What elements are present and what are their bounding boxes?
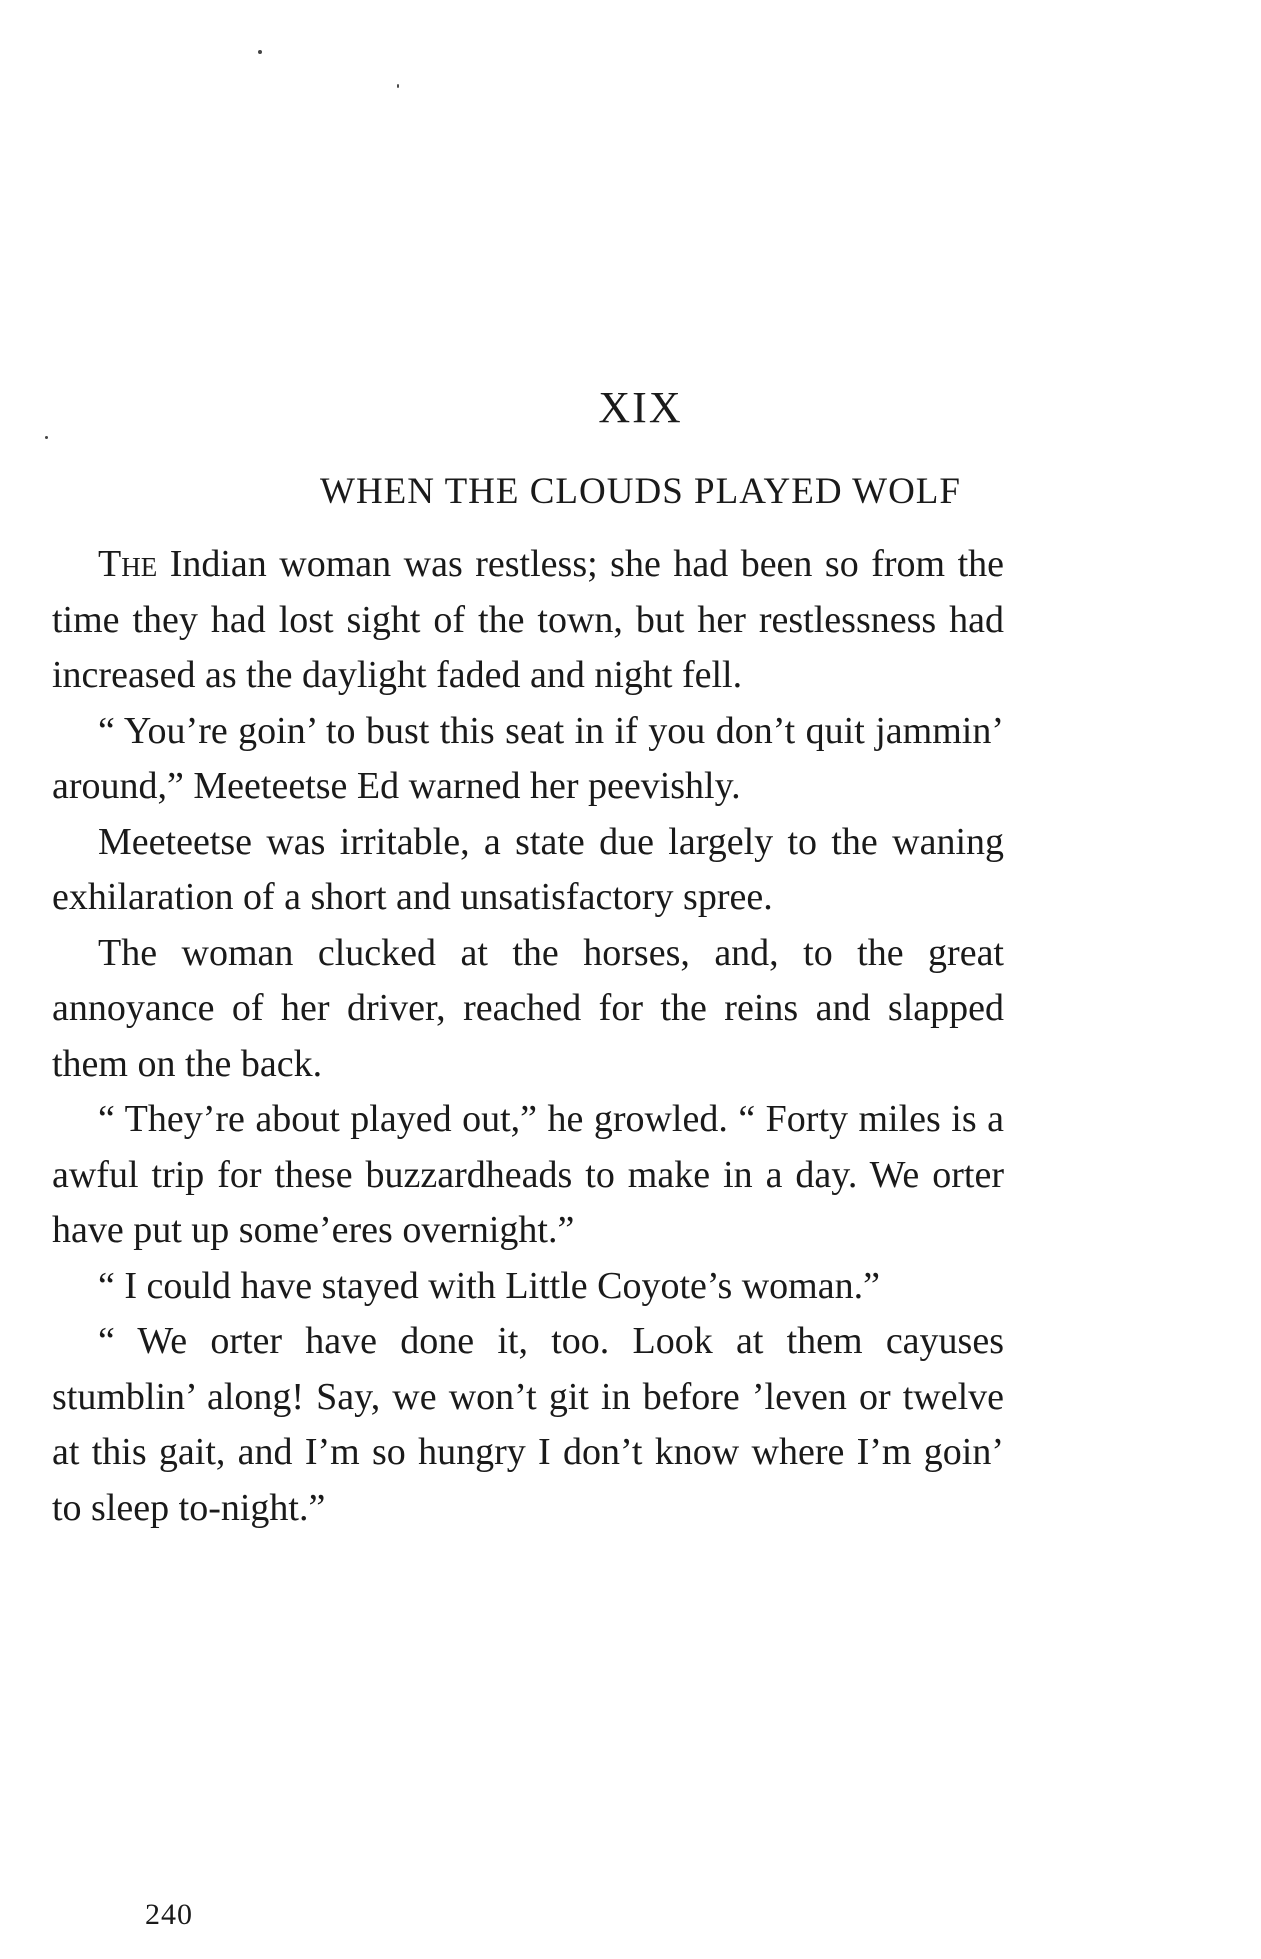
paragraph: “ You’re goin’ to bust this seat in if you don’t quit jammin’ around,” Meeteetse Ed warned her peevishly. [52,709,1004,807]
chapter-body [52,537,1004,1536]
ink-speck [397,84,399,88]
paragraph: The woman clucked at the horses, and, to the great annoyance of her driver, reached for the reins and slapped them on the back. [52,931,1004,1085]
chapter-title: WHEN THE CLOUDS PLAYED WOLF [320,471,961,512]
chapter-number: XIX [598,383,683,432]
paragraph: “ They’re about played out,” he growled. “ Forty miles is a awful trip for these buzzardheads to make in a day. We orter have put up some’eres overnight.” [52,1098,1004,1251]
ink-speck [45,436,48,439]
paragraph-lead-word: The [98,543,158,585]
paragraph: “ We orter have done it, too. Look at them cayuses stumblin’ along! Say, we won’t git in before ’leven or twelve at this gait, and I’m so hungry I don’t know where I’m goin’ to sleep to-night.” [52,1320,1004,1529]
paragraph [52,537,1004,704]
paragraph-text: Indian woman was restless; she had been so from the time they had lost sight of the town, but her restlessness had increased as the daylight faded and night fell. [52,543,1004,696]
ink-speck [258,50,262,54]
paragraph: “ I could have stayed with Little Coyote’s woman.” [98,1264,880,1307]
paragraph: Meeteetse was irritable, a state due largely to the waning exhilaration of a short and unsatisfactory spree. [52,820,1004,918]
page-number: 240 [145,1898,193,1931]
